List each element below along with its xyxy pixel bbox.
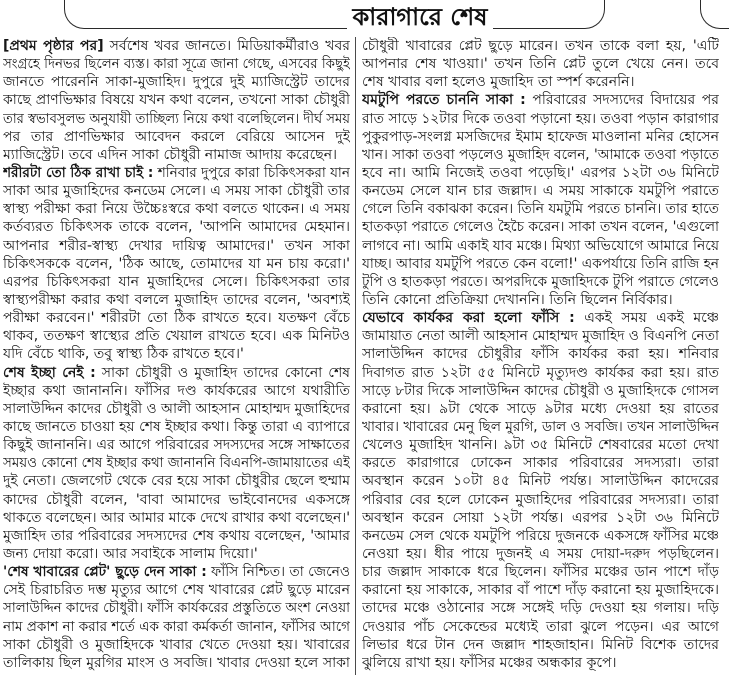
text-line: পরীক্ষা করবেন।' শরীরটা তো ঠিক রাখতে হবে। যতক্ষণ বেঁচে (3, 310, 350, 327)
text-line: তিনি কোনো প্রতিক্রিয়া দেখাননি। তিনি ছিলেন নির্বিকার। (362, 291, 673, 308)
text-line (362, 309, 719, 327)
text-line: হবে না। আমি নিজেই তওবা পড়েছি।' এরপর ১২টা ৩৬ মিনিটে (362, 164, 719, 181)
text-line: সালাউদ্দিন কাদের চৌধুরীর ফাঁসি কার্যকর করা হয়। শনিবার (362, 346, 719, 363)
text-line: থাকতে বলেছেন। আর আমার মাকে দেখে রাখার কথা বলেছেন।' (3, 509, 350, 526)
text-line: লাগবে না। আমি একাই যাব মঞ্চে। মিথ্যা অভিযোগে আমারে নিয়ে (362, 237, 719, 254)
text-line: ঝুলিয়ে রাখা হয়। ফাঁসির মঞ্চের অন্ধকার কূপে। (362, 654, 617, 671)
right-column (362, 37, 719, 675)
text-line: সেই চিরাচরিত দম্ভ মৃত্যুর আগে শেষ খাবারের প্লেট ছুড়ে মারেন (3, 582, 350, 599)
frame-border (700, 0, 729, 29)
text-line: ম্যাজিস্ট্রেট। তবে এদিন সাকা চৌধুরী নামাজ আদায় করেছেন। (3, 146, 338, 163)
text-line: কর্তব্যরত চিকিৎসক তাকে বলেন, 'আপনি আমাদের মেহমান। (3, 219, 350, 236)
text-line: ইচ্ছার কথা জানাননি। ফাঁসির দণ্ড কার্যকরের আগে যথারীতি (3, 382, 350, 399)
text-line: দুই নেতা। জেলগেট থেকে বের হয়ে সাকা চৌধুরীর ছেলে হুম্মাম (3, 473, 350, 490)
text-line: এরপর চিকিৎসকরা যান মুজাহিদের সেলে। চিকিৎসকরা তার (3, 273, 350, 290)
text-line: সংগ্রহে দিনভর ছিলেন ব্যস্ত। কারা সূত্রে জানা গেছে, এসবের কিছুই (3, 56, 350, 73)
text-line: রাত সাড়ে ১২টার দিকে তওবা পড়ানো হয়। তওবা পড়ান কারাগার (362, 110, 719, 127)
text-line: কনডেম সেলে যান চার জল্লাদ। এ সময় সাকাকে যমটুপি পরাতে (362, 183, 719, 200)
paragraph (362, 91, 719, 309)
column-divider (355, 37, 356, 675)
section-heading: যমটুপি পরতে চাননি সাকা : (362, 92, 526, 109)
text-line: খেলেও মুজাহিদ খাননি। ৯টা ৩৫ মিনিটে শেষবারের মতো দেখা (362, 437, 719, 454)
text-line: সালাউদ্দিন কাদের চৌধুরী ও আলী আহসান মোহাম্মদ মুজাহিদের (3, 400, 350, 417)
text-line: কনডেম সেল থেকে যমটুপি পরিয়ে দুজনকে একসঙ্গে ফাঁসির মঞ্চে (362, 527, 719, 544)
section-heading: 'শেষ খাবারের প্লেট' ছুড়ে দেন সাকা : (3, 564, 207, 581)
text-line: আপনার শরীর-স্বাস্থ্য দেখার দায়িত্ব আমাদের।' তখন সাকা (3, 237, 350, 254)
text-line: স্বাস্থ্য পরীক্ষা করা নিয়ে উচ্চৈঃস্বরে কথা বলতে থাকেন। এ সময় (3, 201, 350, 218)
text-line: আপনার শেষ খাওয়া।' তখন তিনি প্লেট তুলে খেয়ে নেন। তবে (362, 56, 719, 73)
text-line: যাচ্ছ। আবার যমটুপি পরতে কেন বলো!' একপর্যায়ে তিনি রাজি হন (362, 255, 719, 272)
text-line: দেওয়ার পাঁচ সেকেন্ডের মধ্যেই তারা ঝুলে পড়েন। এর আগে (362, 618, 719, 635)
section-heading: [প্রথম পৃষ্ঠার পর] (3, 38, 104, 54)
text-line: চার জল্লাদ সাকাকে ধরে ছিলেন। ফাঁসির মঞ্চের ডান পাশে দাঁড় (362, 564, 719, 581)
paragraph (362, 37, 719, 91)
paragraph (3, 563, 350, 672)
text-line: মুজাহিদ তার পরিবারের সদস্যদের শেষ কথায় বলেছেন, 'আমার (3, 527, 350, 544)
text-line: সালাউদ্দিন কাদের চৌধুরী। ফাঁসি কার্যকরের প্রস্তুতিতে অংশ নেওয়া (3, 600, 350, 617)
text-line (3, 364, 350, 382)
paragraph (362, 309, 719, 672)
text-line: জানতে পারেননি সাকা-মুজাহিদ। দুপুরে দুই ম্যাজিস্ট্রেট তাদের (3, 74, 350, 91)
text-line: হাতকড়া পরাতে গেলেও হৈচৈ করেন। সাকা তখন বলেন, 'এগুলো (362, 219, 719, 236)
text-line: শেষ খাবার বলা হলেও মুজাহিদ তা স্পর্শ করেননি। (362, 74, 635, 91)
text-line: পর তার প্রাণভিক্ষার আবেদন করলে বেরিয়ে আসেন দুই (3, 128, 350, 145)
text-line: সাড়ে ৮টার দিকে সালাউদ্দিন কাদের চৌধুরী ও মুজাহিদকে গোসল (362, 382, 719, 399)
text-line (3, 563, 350, 581)
text-line: তার স্বভাবসুলভ অনুযায়ী তাচ্ছিল্য নিয়ে কথা বলেছিলেন। দীর্ঘ সময় (3, 110, 350, 127)
text-line: চৌধুরী খাবারের প্লেট ছুড়ে মারেন। তখন তাকে বলা হয়, 'এটি (362, 38, 719, 54)
text-line: স্বাস্থ্যপরীক্ষা করার কথা বললে মুজাহিদ তাদের বলেন, 'অবশ্যই (3, 291, 350, 308)
text-line: করানো হয় সাকাকে, সাকার বাঁ পাশে দাঁড় করানো হয় মুজাহিদকে। (362, 582, 719, 599)
text-line: থাকব, ততক্ষণ স্বাস্থ্যের প্রতি খেয়াল রাখতে হবে। এক মিনিটও (3, 328, 350, 345)
article-title: কারাগারে শেষ (347, 3, 494, 31)
text-line: কাছে প্রাণভিক্ষার বিষয়ে যখন কথা বলেন, তখনো সাকা চৌধুরী (3, 92, 350, 109)
text-line: গেলে তিনি বকাঝকা করেন। তিনি যমটুমি পরতে চাননি। তার হাতে (362, 201, 719, 218)
text-line: তাদের মঞ্চে ওঠানোর সঙ্গে সঙ্গেই দড়ি দেওয়া হয় গলায়। দড়ি (362, 600, 719, 617)
text-run: শনিবার দুপুরে কারা চিকিৎসকরা যান (157, 164, 350, 181)
text-line (362, 91, 719, 109)
section-heading: শেষ ইচ্ছা নেই : (3, 364, 96, 381)
text-line: তালিকায় ছিল মুরগির মাংস ও সবজি। খাবার দেওয়া হলে সাকা (3, 654, 350, 671)
text-line: সাকা চৌধুরী ও মুজাহিদকে খাবার খেতে দেওয়া হয়। খাবারের (3, 636, 350, 653)
text-line: অবস্থান করেন ১০টা ৪৫ মিনিট পর্যন্ত। সালাউদ্দিন কাদেরের (362, 473, 719, 490)
text-line: কাদের চৌধুরী বলেন, 'বাবা আমাদের ভাইবোনদের একসঙ্গে (3, 491, 350, 508)
paragraph (3, 164, 350, 364)
text-line: পরিবার বের হলে ঢোকেন মুজাহিদের পরিবারের সদস্যরা। তারা (362, 491, 719, 508)
text-line: করানো হয়। ৯টা থেকে সাড়ে ৯টার মধ্যে দেওয়া হয় রাতের (362, 400, 719, 417)
text-line: কিছুই জানাননি। এর আগে পরিবারের সদস্যদের সঙ্গে সাক্ষাতের (3, 437, 350, 454)
section-heading: শরীরটা তো ঠিক রাখা চাই : (3, 164, 154, 181)
text-line: সাকা আর মুজাহিদের কনডেম সেলে। এ সময় সাকা চৌধুরী তার (3, 183, 350, 200)
text-line: দিবাগত রাত ১২টা ৫৫ মিনিটে মৃত্যুদণ্ড কার্যকর করা হয়। রাত (362, 364, 719, 381)
text-line: খান। সাকা তওবা পড়লেও মুজাহিদ বলেন, 'আমাকে তওবা পড়াতে (362, 146, 719, 163)
text-line: কাছে জানতে চাওয়া হয় শেষ ইচ্ছার কথা। কিন্তু তারা এ ব্যাপারে (3, 418, 350, 435)
text-run: সর্বশেষ খবর জানতে। মিডিয়াকর্মীরাও খবর (109, 38, 350, 54)
text-line: নাম প্রকাশ না করার শর্তে এক কারা কর্মকর্তা জানান, ফাঁসির আগে (3, 618, 350, 635)
paragraph (3, 364, 350, 564)
text-line: টুপি ও হাতকড়া পরতে। অপরদিকে মুজাহিদকে টুপি পরাতে গেলেও (362, 273, 719, 290)
headline (320, 0, 520, 34)
text-run: ফাঁসি নিশ্চিত। তা জেনেও (211, 564, 350, 581)
left-column (3, 37, 350, 675)
text-line: সময়ও কোনো শেষ ইচ্ছার কথা জানাননি বিএনপি-জামায়াতের এই (3, 455, 350, 472)
text-line: চিকিৎসককে বলেন, 'ঠিক আছে, তোমাদের যা মন চায় করো।' (3, 255, 350, 272)
text-line: জামায়াত নেতা আলী আহসান মোহাম্মদ মুজাহিদ ও বিএনপি নেতা (362, 328, 719, 345)
paragraph (3, 37, 350, 164)
text-line: খাবার। খাবারের মেনু ছিল মুরগি, ডাল ও সবজি। তখন সালাউদ্দিন (362, 418, 719, 435)
text-line: নেওয়া হয়। ধীর পায়ে দুজনই এ সময় দোয়া-দরুদ পড়ছিলেন। (362, 545, 719, 562)
text-run: সাকা চৌধুরী ও মুজাহিদ তাদের কোনো শেষ (101, 364, 350, 381)
text-run: পরিবারের সদস্যদের বিদায়ের পর (532, 92, 719, 109)
text-line (3, 164, 350, 182)
section-heading: যেভাবে কার্যকর করা হলো ফাঁসি : (362, 310, 575, 327)
text-line: যদি বেঁচে থাকি, তবু স্বাস্থ্য ঠিক রাখতে হবে।' (3, 346, 244, 363)
text-run: একই সময় একই মঞ্চে (584, 310, 719, 327)
text-line: লিভার ধরে টান দেন জল্লাদ শাহজাহান। মিনিট বিশেক তাদের (362, 636, 719, 653)
text-line: পুকুরপাড়-সংলগ্ন মসজিদের ইমাম হাফেজ মাওলানা মনির হোসেন (362, 128, 719, 145)
text-line: করতে কারাগারে ঢোকেন সাকার পরিবারের সদস্যরা। তারা (362, 455, 719, 472)
text-line: অবস্থান করেন সোয়া ১২টা পর্যন্ত। এরপর ১২টা ৩৬ মিনিটে (362, 509, 719, 526)
text-line (3, 37, 350, 55)
text-line: জন্য দোয়া করো। আর সবাইকে সালাম দিয়ো।' (3, 545, 258, 562)
